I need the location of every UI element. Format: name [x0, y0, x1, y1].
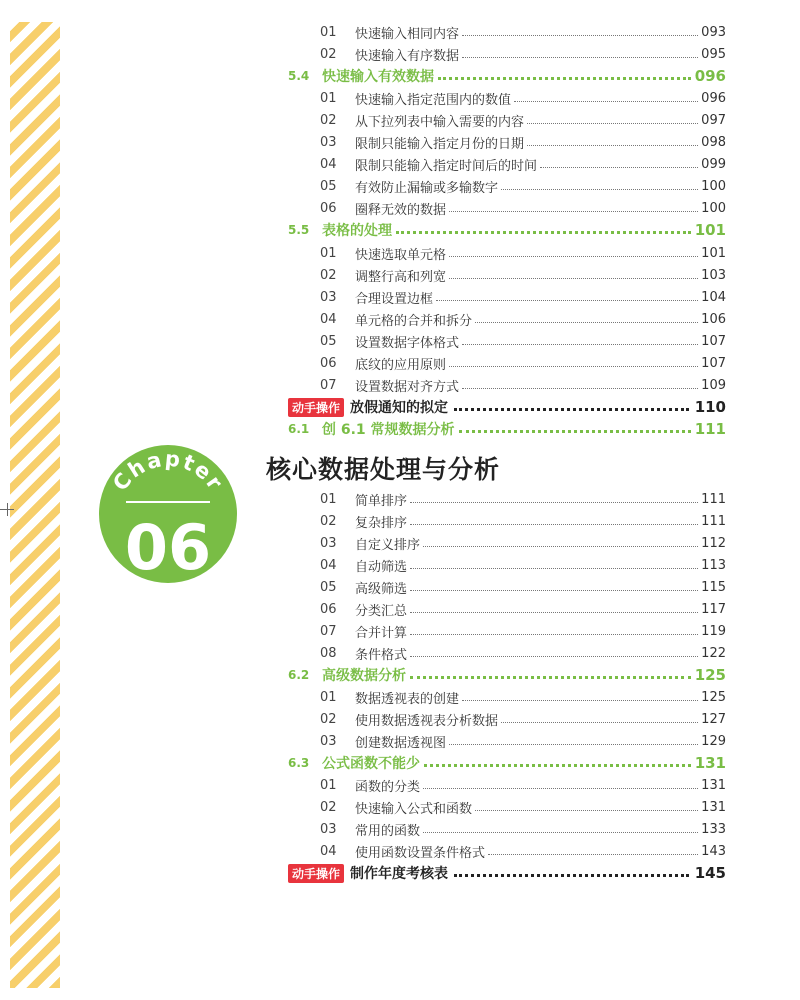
toc-title: 快速输入指定范围内的数值 — [355, 92, 512, 108]
toc-page-number: 111 — [701, 513, 726, 529]
toc-number: 5.4 — [288, 69, 310, 83]
dot-leader — [475, 810, 698, 811]
toc-title: 快速输入公式和函数 — [355, 801, 473, 817]
toc-page-number: 131 — [701, 777, 726, 793]
toc-number: 6.2 — [288, 668, 310, 682]
toc-number: 02 — [320, 112, 337, 128]
toc-page-number: 111 — [694, 420, 726, 438]
toc-entry-row[interactable] — [288, 532, 726, 554]
toc-title: 使用数据透视表分析数据 — [355, 713, 499, 729]
toc-title: 常用的函数 — [355, 823, 421, 839]
toc-section-row[interactable] — [288, 664, 726, 686]
toc-page-number: 112 — [701, 535, 726, 551]
toc-entry-row[interactable] — [288, 488, 726, 510]
toc-page-number: 096 — [701, 90, 726, 106]
dot-leader — [454, 408, 689, 411]
toc-title: 调整行高和列宽 — [355, 269, 447, 285]
dot-leader — [410, 676, 691, 679]
toc-page-number: 122 — [701, 645, 726, 661]
toc-page-number: 109 — [701, 377, 726, 393]
toc-page-number: 110 — [694, 398, 726, 416]
toc-title: 制作年度考核表 — [350, 866, 449, 882]
toc-entry-row[interactable] — [288, 774, 726, 796]
toc-title: 创建数据透视图 — [355, 735, 447, 751]
toc-title: 合并计算 — [355, 625, 408, 641]
dot-leader — [501, 722, 698, 723]
dot-leader — [462, 344, 698, 345]
toc-title: 简单排序 — [355, 493, 408, 509]
toc-title: 公式函数不能少 — [322, 756, 420, 772]
toc-page-number: 095 — [701, 46, 726, 62]
chapter-badge-word: Chapter — [108, 446, 229, 496]
toc-number: 08 — [320, 645, 337, 661]
toc-section-row[interactable] — [288, 752, 726, 774]
toc-number: 01 — [320, 491, 337, 507]
dot-leader — [410, 656, 698, 657]
dot-leader — [454, 874, 689, 877]
dot-leader — [475, 322, 698, 323]
toc-page-number: 096 — [694, 67, 726, 85]
toc-number: 06 — [320, 601, 337, 617]
decorative-stripe-border — [10, 22, 60, 988]
toc-entry-row[interactable] — [288, 686, 726, 708]
toc-page-number: 111 — [701, 491, 726, 507]
dot-leader — [488, 854, 698, 855]
toc-title: 快速输入有效数据 — [322, 69, 434, 85]
toc-title: 从下拉列表中输入需要的内容 — [355, 114, 525, 130]
toc-title: 单元格的合并和拆分 — [355, 313, 473, 329]
toc-number: 05 — [320, 178, 337, 194]
dot-leader — [410, 568, 698, 569]
toc-title: 高级筛选 — [355, 581, 408, 597]
toc-number: 02 — [320, 513, 337, 529]
toc-page-number: 113 — [701, 557, 726, 573]
toc-page-number: 101 — [701, 245, 726, 261]
toc-number: 05 — [320, 579, 337, 595]
toc-entry-row[interactable] — [288, 43, 726, 65]
toc-page-number: 115 — [701, 579, 726, 595]
toc-page-number: 125 — [701, 689, 726, 705]
toc-page-number: 119 — [701, 623, 726, 639]
toc-title: 设置数据对齐方式 — [355, 379, 460, 395]
toc-title: 高级数据分析 — [322, 668, 406, 684]
toc-entry-row[interactable] — [288, 642, 726, 664]
practice-badge: 动手操作 — [288, 864, 344, 883]
toc-entry-row[interactable] — [288, 197, 726, 219]
dot-leader — [423, 546, 698, 547]
toc-entry-row[interactable] — [288, 374, 726, 396]
toc-number: 01 — [320, 245, 337, 261]
toc-entry-row[interactable] — [288, 308, 726, 330]
dot-leader — [436, 300, 698, 301]
dot-leader — [410, 634, 698, 635]
toc-entry-row[interactable] — [288, 818, 726, 840]
toc-page-number: 106 — [701, 311, 726, 327]
dot-leader — [410, 590, 698, 591]
dot-leader — [449, 256, 698, 257]
toc-title: 自定义排序 — [355, 537, 421, 553]
toc-number: 5.5 — [288, 223, 310, 237]
toc-entry-row[interactable] — [288, 598, 726, 620]
toc-title: 创 6.1 常规数据分析 — [322, 422, 455, 438]
crop-mark-vertical — [7, 503, 8, 516]
toc-number: 03 — [320, 733, 337, 749]
toc-number: 04 — [320, 557, 337, 573]
toc-entry-row[interactable] — [288, 286, 726, 308]
dot-leader — [396, 231, 691, 234]
toc-number: 6.3 — [288, 756, 310, 770]
dot-leader — [449, 366, 698, 367]
toc-page-number: 145 — [694, 864, 726, 882]
dot-leader — [514, 101, 698, 102]
toc-title: 快速选取单元格 — [355, 247, 447, 263]
toc-entry-row[interactable] — [288, 554, 726, 576]
toc-entry-row[interactable] — [288, 730, 726, 752]
dot-leader — [462, 35, 698, 36]
toc-page-number: 098 — [701, 134, 726, 150]
dot-leader — [462, 57, 698, 58]
dot-leader — [540, 167, 698, 168]
toc-number: 07 — [320, 377, 337, 393]
practice-badge: 动手操作 — [288, 398, 344, 417]
toc-title: 分类汇总 — [355, 603, 408, 619]
toc-section-row[interactable] — [288, 65, 726, 87]
toc-page-number: 133 — [701, 821, 726, 837]
toc-number: 01 — [320, 689, 337, 705]
toc-page-number: 097 — [701, 112, 726, 128]
toc-number: 03 — [320, 289, 337, 305]
toc-title: 有效防止漏输或多输数字 — [355, 180, 499, 196]
toc-page-number: 127 — [701, 711, 726, 727]
toc-practice-row[interactable] — [288, 396, 726, 418]
toc-page-number: 107 — [701, 355, 726, 371]
toc-page-number: 100 — [701, 178, 726, 194]
dot-leader — [501, 189, 698, 190]
dot-leader — [527, 145, 698, 146]
toc-number: 03 — [320, 821, 337, 837]
toc-section-row[interactable] — [288, 418, 726, 440]
toc-title: 圈释无效的数据 — [355, 202, 447, 218]
toc-page-number: 101 — [694, 221, 726, 239]
dot-leader — [410, 502, 698, 503]
dot-leader — [410, 612, 698, 613]
dot-leader — [462, 700, 698, 701]
toc-entry-row[interactable] — [288, 620, 726, 642]
toc-title: 底纹的应用原则 — [355, 357, 447, 373]
toc-entry-row[interactable] — [288, 330, 726, 352]
toc-number: 01 — [320, 777, 337, 793]
toc-number: 01 — [320, 90, 337, 106]
toc-title: 限制只能输入指定时间后的时间 — [355, 158, 538, 174]
toc-number: 03 — [320, 535, 337, 551]
toc-entry-row[interactable] — [288, 576, 726, 598]
dot-leader — [449, 211, 698, 212]
chapter-badge-number: 06 — [124, 511, 212, 584]
toc-page-number: 125 — [694, 666, 726, 684]
toc-title: 快速输入有序数据 — [355, 48, 460, 64]
toc-page-number: 103 — [701, 267, 726, 283]
toc-page-number: 131 — [701, 799, 726, 815]
dot-leader — [527, 123, 698, 124]
chapter-badge — [98, 444, 238, 584]
toc-entry-row[interactable] — [288, 109, 726, 131]
toc-title: 数据透视表的创建 — [355, 691, 460, 707]
toc-page-number: 107 — [701, 333, 726, 349]
toc-section-row[interactable] — [288, 219, 726, 241]
toc-page-number: 104 — [701, 289, 726, 305]
toc-page-number: 129 — [701, 733, 726, 749]
dot-leader — [462, 388, 698, 389]
dot-leader — [449, 744, 698, 745]
dot-leader — [423, 832, 698, 833]
toc-title: 放假通知的拟定 — [350, 400, 449, 416]
toc-number: 01 — [320, 24, 337, 40]
toc-page-number: 143 — [701, 843, 726, 859]
toc-number: 06 — [320, 200, 337, 216]
toc-number: 02 — [320, 799, 337, 815]
toc-title: 自动筛选 — [355, 559, 408, 575]
toc-title: 函数的分类 — [355, 779, 421, 795]
toc-page-number: 131 — [694, 754, 726, 772]
toc-number: 02 — [320, 711, 337, 727]
toc-title: 限制只能输入指定月份的日期 — [355, 136, 525, 152]
toc-page-number: 117 — [701, 601, 726, 617]
toc-entry-row[interactable] — [288, 175, 726, 197]
toc-number: 04 — [320, 843, 337, 859]
toc-page-number: 093 — [701, 24, 726, 40]
toc-page-number: 099 — [701, 156, 726, 172]
toc-number: 07 — [320, 623, 337, 639]
toc-number: 04 — [320, 156, 337, 172]
toc-number: 05 — [320, 333, 337, 349]
toc-title: 表格的处理 — [322, 223, 392, 239]
toc-entry-row[interactable] — [288, 21, 726, 43]
chapter-heading: 核心数据处理与分析 — [266, 455, 501, 484]
toc-practice-row[interactable] — [288, 862, 726, 884]
toc-title: 使用函数设置条件格式 — [355, 845, 486, 861]
toc-entry-row[interactable] — [288, 840, 726, 862]
toc-number: 6.1 — [288, 422, 310, 436]
toc-entry-row[interactable] — [288, 153, 726, 175]
toc-entry-row[interactable] — [288, 87, 726, 109]
toc-entry-row[interactable] — [288, 796, 726, 818]
dot-leader — [423, 788, 698, 789]
toc-number: 04 — [320, 311, 337, 327]
toc-entry-row[interactable] — [288, 708, 726, 730]
toc-title: 复杂排序 — [355, 515, 408, 531]
toc-entry-row[interactable] — [288, 264, 726, 286]
toc-title: 快速输入相同内容 — [355, 26, 460, 42]
toc-number: 02 — [320, 267, 337, 283]
toc-title: 条件格式 — [355, 647, 408, 663]
dot-leader — [424, 764, 691, 767]
toc-entry-row[interactable] — [288, 510, 726, 532]
dot-leader — [459, 430, 691, 433]
toc-page-number: 100 — [701, 200, 726, 216]
toc-entry-row[interactable] — [288, 131, 726, 153]
toc-title: 设置数据字体格式 — [355, 335, 460, 351]
dot-leader — [449, 278, 698, 279]
toc-number: 03 — [320, 134, 337, 150]
toc-number: 06 — [320, 355, 337, 371]
toc-title: 合理设置边框 — [355, 291, 434, 307]
toc-entry-row[interactable] — [288, 242, 726, 264]
toc-number: 02 — [320, 46, 337, 62]
dot-leader — [438, 77, 691, 80]
dot-leader — [410, 524, 698, 525]
toc-entry-row[interactable] — [288, 352, 726, 374]
